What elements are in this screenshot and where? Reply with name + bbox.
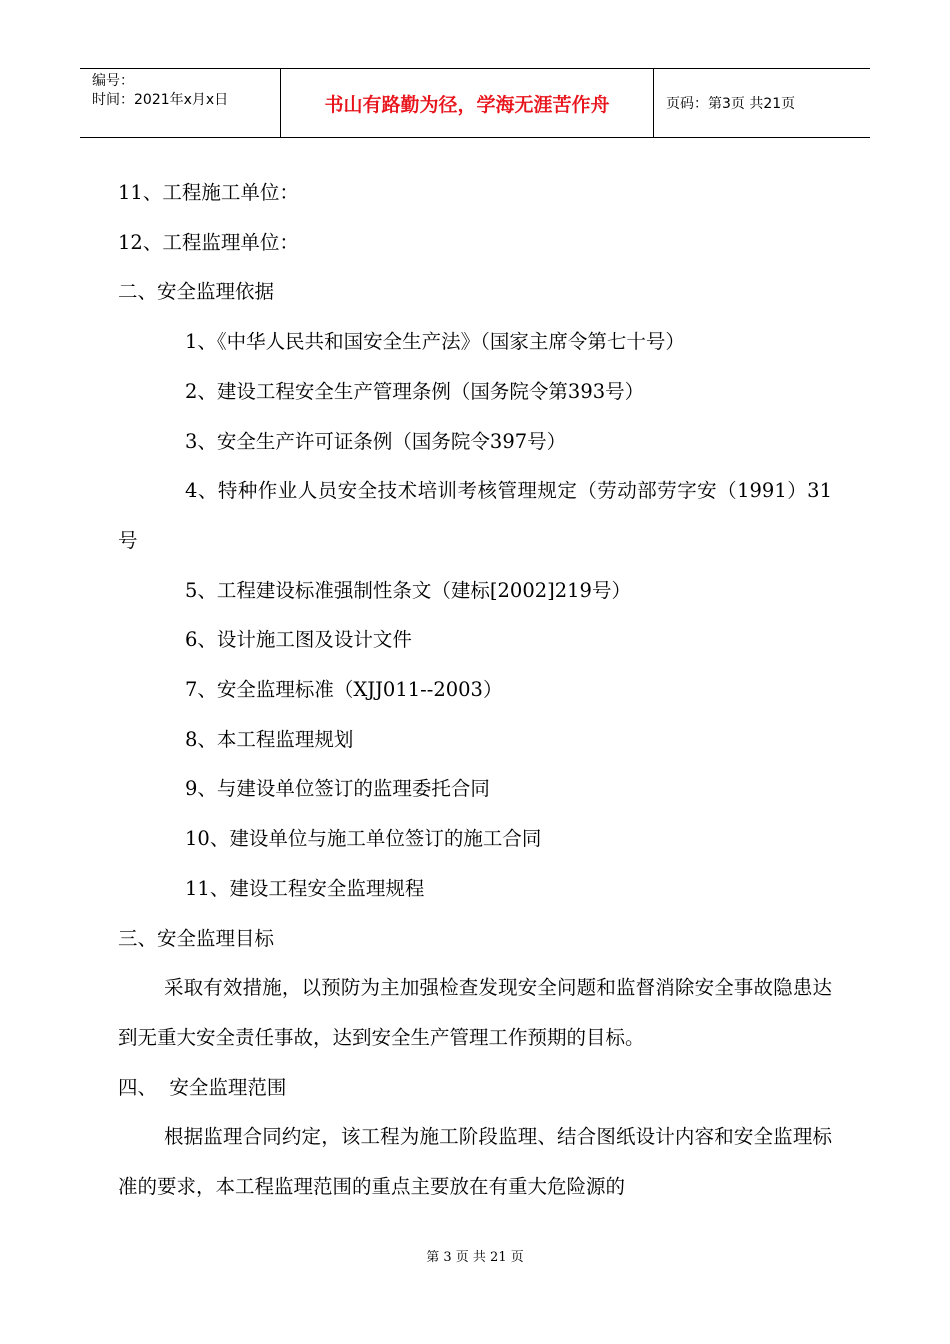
basis-item: 10、建设单位与施工单位签订的施工合同 bbox=[185, 827, 542, 851]
section-heading: 二、安全监理依据 bbox=[118, 280, 275, 304]
basis-item: 11、建设工程安全监理规程 bbox=[185, 876, 425, 900]
basis-item: 1、《中华人民共和国安全生产法》（国家主席令第七十号） bbox=[185, 330, 685, 354]
item-line: 11、工程施工单位： bbox=[118, 181, 299, 204]
basis-item: 5、工程建设标准强制性条文（建标[2002]219号） bbox=[185, 578, 631, 602]
basis-item: 2、建设工程安全生产管理条例（国务院令第393号） bbox=[185, 379, 645, 403]
page-footer: 第 3 页 共 21 页 bbox=[426, 1250, 524, 1265]
paragraph: 根据监理合同约定，该工程为施工阶段监理、结合图纸设计内容和安全监理标准的要求，本工程监理范围的重点主要放在有重大危险源的 bbox=[118, 1125, 832, 1199]
basis-item: 8、本工程监理规划 bbox=[185, 727, 354, 751]
header-meta bbox=[80, 69, 281, 137]
basis-item: 4、特种作业人员安全技术培训考核管理规定（劳动部劳字安（1991）31号 bbox=[118, 479, 832, 552]
paragraph: 采取有效措施，以预防为主加强检查发现安全问题和监督消除安全事故隐患达到无重大安全责任事故，达到安全生产管理工作预期的目标。 bbox=[118, 976, 832, 1049]
document-number-label: 编号： bbox=[92, 73, 134, 89]
basis-item: 3、安全生产许可证条例（国务院令397号） bbox=[185, 429, 567, 453]
page-header bbox=[80, 68, 870, 138]
header-page-info: 页码：第3页 共21页 bbox=[666, 96, 796, 112]
basis-item: 7、安全监理标准（XJJ011--2003） bbox=[185, 678, 503, 702]
header-motto: 书山有路勤为径，学海无涯苦作舟 bbox=[281, 69, 654, 137]
basis-item: 9、与建设单位签订的监理委托合同 bbox=[185, 777, 490, 801]
document-body bbox=[118, 168, 832, 1212]
section-heading: 四、 安全监理范围 bbox=[118, 1075, 287, 1099]
document-time-label: 时间：2021年x月x日 bbox=[92, 92, 229, 108]
item-line: 12、工程监理单位： bbox=[118, 230, 299, 254]
basis-item: 6、设计施工图及设计文件 bbox=[185, 628, 412, 652]
section-heading: 三、安全监理目标 bbox=[118, 926, 275, 950]
